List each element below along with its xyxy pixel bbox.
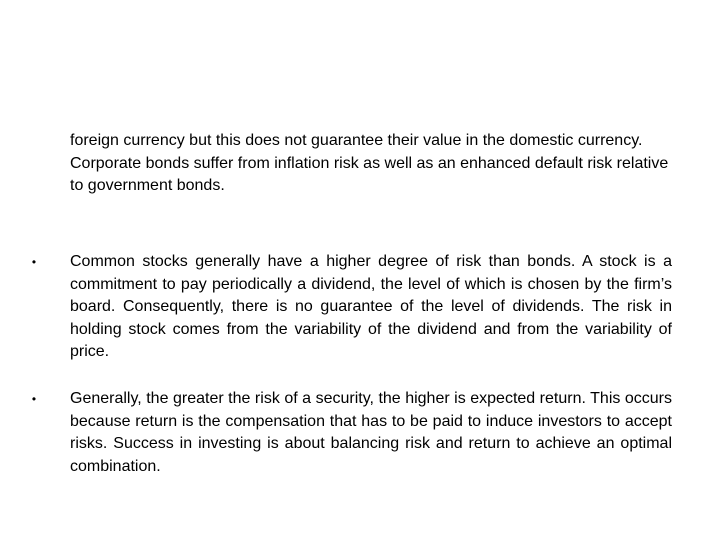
continued-paragraph: foreign currency but this does not guarantee their value in the domestic currency. Corporate bonds suffer from inflation risk as well as an enhanced default risk relative to government bonds. [70, 132, 669, 194]
paragraph-common-stocks: Common stocks generally have a higher degree of risk than bonds. A stock is a commitment to pay periodically a dividend, the level of which is chosen by the firm’s board. Consequently, there is no guarantee of the level of dividends. The risk in holding stock comes from the variability of the dividend and from the variability of price. [70, 253, 672, 360]
bullet-marker: • [31, 392, 37, 406]
paragraph-risk-return: Generally, the greater the risk of a security, the higher is expected return. This occurs because return is the compensation that has to be paid to induce investors to accept risks. Success in investing is about balancing risk and return to achieve an optimal combination. [70, 390, 672, 475]
bullet-marker: • [31, 255, 37, 269]
